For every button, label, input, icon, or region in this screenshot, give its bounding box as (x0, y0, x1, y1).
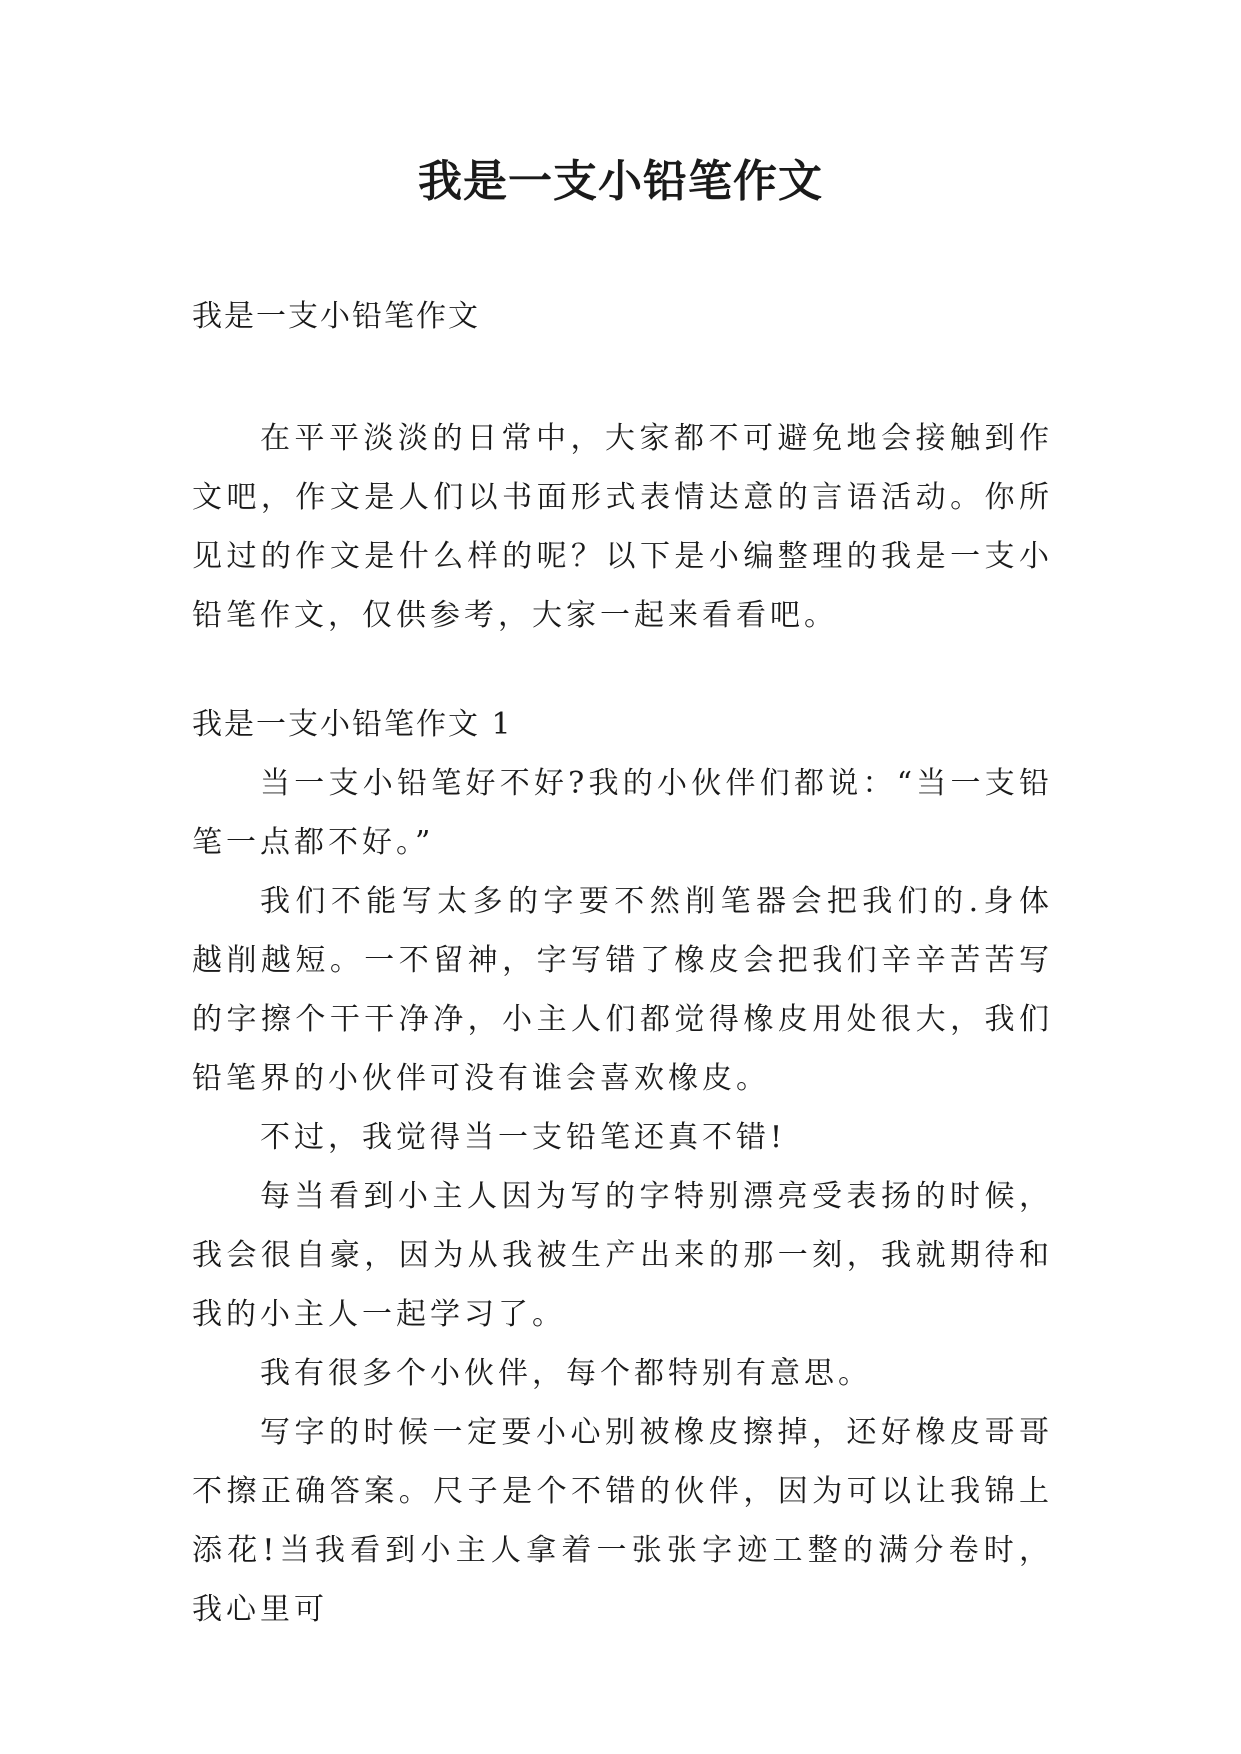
page-title: 我是一支小铅笔作文 (418, 156, 823, 207)
body-paragraph: 我们不能写太多的字要不然削笔器会把我们的.身体越削越短。一不留神，字写错了橡皮会把我们辛辛苦苦写的字擦个干干净净，小主人们都觉得橡皮用处很大，我们铅笔界的小伙伴可没有谁会喜欢橡皮。 (192, 884, 1053, 1096)
intro-paragraph: 在平平淡淡的日常中，大家都不可避免地会接触到作文吧，作文是人们以书面形式表情达意的言语活动。你所见过的作文是什么样的呢？以下是小编整理的我是一支小铅笔作文，仅供参考，大家一起来看看吧。 (192, 421, 1053, 633)
essay-body (192, 754, 1053, 1639)
document-subtitle: 我是一支小铅笔作文 (192, 299, 480, 334)
body-paragraph: 不过，我觉得当一支铅笔还真不错! (260, 1120, 787, 1155)
intro-section (192, 409, 1053, 645)
section-heading: 我是一支小铅笔作文 1 (192, 707, 513, 742)
body-paragraph: 我有很多个小伙伴，每个都特别有意思。 (260, 1356, 872, 1391)
body-paragraph: 当一支小铅笔好不好?我的小伙伴们都说：“当一支铅笔一点都不好。” (192, 766, 1053, 860)
body-paragraph: 写字的时候一定要小心别被橡皮擦掉，还好橡皮哥哥不擦正确答案。尺子是个不错的伙伴，因为可以让我锦上添花!当我看到小主人拿着一张张字迹工整的满分卷时，我心里可 (192, 1415, 1053, 1627)
body-paragraph: 每当看到小主人因为写的字特别漂亮受表扬的时候，我会很自豪，因为从我被生产出来的那一刻，我就期待和我的小主人一起学习了。 (192, 1179, 1053, 1332)
